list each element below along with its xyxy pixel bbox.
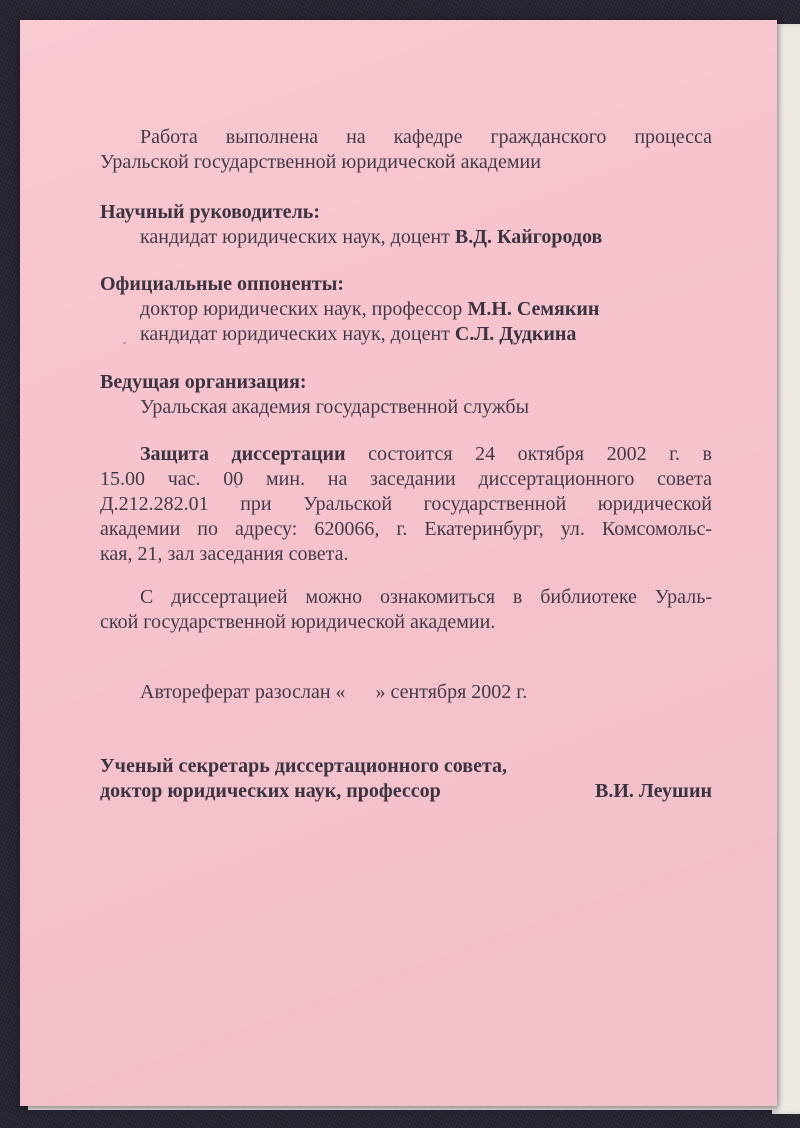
affiliation-line-2: Уральской государственной юридической академии xyxy=(100,151,541,173)
library-line-2: ской государственной юридической академии. xyxy=(100,611,496,633)
supervisor-degree: кандидат юридических наук, доцент xyxy=(140,226,455,248)
leading-organization-name: Уральская академия государственной службы xyxy=(140,396,530,418)
defense-line-3: Д.212.282.01 при Уральской государственной юридической xyxy=(100,493,712,515)
opponents-label: Официальные оппоненты: xyxy=(100,273,345,295)
supervisor-label: Научный руководитель: xyxy=(100,201,320,223)
scanned-page xyxy=(20,20,777,1106)
opponent-item xyxy=(100,297,712,322)
defense-paragraph xyxy=(100,442,712,567)
defense-line-2: 15.00 час. 00 мин. на заседании диссертационного совета xyxy=(100,468,712,490)
secretary-line-2 xyxy=(100,779,712,804)
supervisor-section xyxy=(100,200,712,250)
distribution-line-block xyxy=(100,680,712,705)
defense-lead: Защита диссертации xyxy=(140,443,346,465)
library-paragraph xyxy=(100,585,712,635)
affiliation-paragraph xyxy=(100,125,712,175)
secretary-name: В.И. Леушин xyxy=(595,780,712,802)
distribution-line: Автореферат разослан « » сентября 2002 г. xyxy=(140,681,528,703)
opponent-degree: кандидат юридических наук, доцент xyxy=(140,323,455,345)
defense-line-1: Защита диссертации состоится 24 октября 2002 г. в xyxy=(140,443,713,465)
leading-organization-label: Ведущая организация: xyxy=(100,371,307,393)
leading-organization-section xyxy=(100,370,712,420)
secretary-section xyxy=(100,754,712,804)
supervisor-name: В.Д. Кайгородов xyxy=(454,226,603,248)
opponent-name: С.Л. Дудкина xyxy=(454,323,577,345)
secretary-degree: доктор юридических наук, профессор xyxy=(100,780,441,802)
library-line-1: С диссертацией можно ознакомиться в библиотеке Ураль- xyxy=(140,586,712,608)
opponent-degree: доктор юридических наук, профессор xyxy=(140,298,468,320)
scan-speck xyxy=(123,342,126,344)
opponents-section xyxy=(100,272,712,347)
defense-line-4: академии по адресу: 620066, г. Екатеринбург, ул. Комсомольс- xyxy=(100,518,712,540)
affiliation-line-1: Работа выполнена на кафедре гражданского процесса xyxy=(140,126,712,148)
defense-line-5: кая, 21, зал заседания совета. xyxy=(100,543,349,565)
scan-speck xyxy=(235,485,238,488)
opponent-name: М.Н. Семякин xyxy=(467,298,600,320)
secretary-line-1: Ученый секретарь диссертационного совета, xyxy=(100,755,508,777)
supervisor-value xyxy=(100,225,712,250)
opponent-item xyxy=(100,322,712,347)
